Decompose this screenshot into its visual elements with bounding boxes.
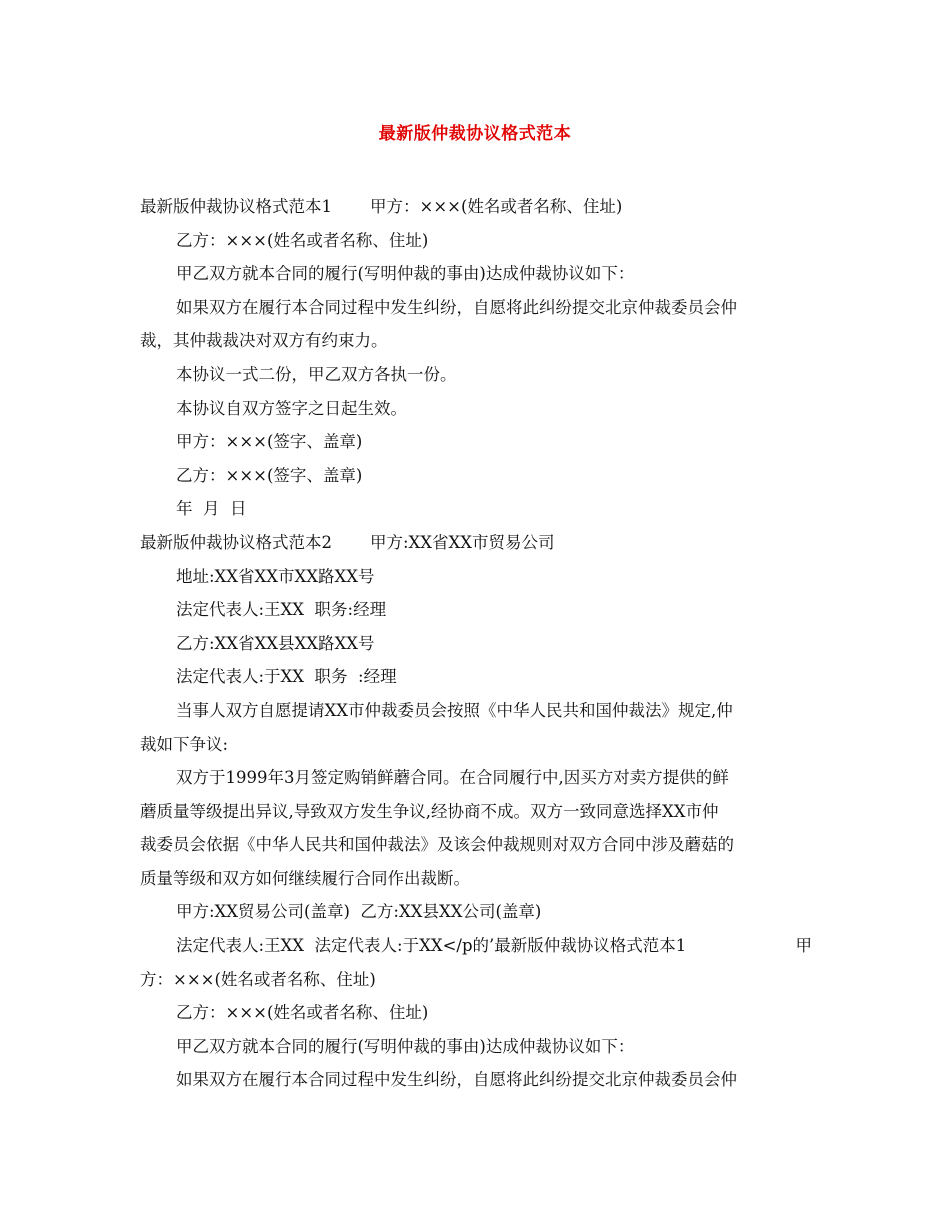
paragraph-line: 地址:XX省XX市XX路XX号 [176,566,375,586]
document-title: 最新版仲裁协议格式范本 [378,124,572,144]
paragraph-line: 裁如下争议: [140,734,229,754]
paragraph-line: 乙方：×××(姓名或者名称、住址) [176,1003,429,1023]
paragraph-line: 蘑质量等级提出异议,导致双方发生争议,经协商不成。双方一致同意选择XX市仲 [140,801,719,821]
document-body [140,190,812,1097]
paragraph-line: 乙方：×××(姓名或者名称、住址) [176,230,429,250]
paragraph-line [140,526,812,560]
representative-line: 法定代表人:王XX 法定代表人:于XX</p的’最新版仲裁协议格式范本1 [176,936,687,956]
paragraph-line: 裁委员会依据《中华人民共和国仲裁法》及该会仲裁规则对双方合同中涉及蘑菇的 [140,835,734,855]
paragraph-line: 方：×××(姓名或者名称、住址) [140,969,376,989]
signature-line: 甲方：×××(签字、盖章) [176,432,363,452]
paragraph-line: 法定代表人:于XX 职务 :经理 [176,667,397,687]
party-a-line: 甲方:XX省XX市贸易公司 [370,532,555,552]
paragraph-line: 甲乙双方就本合同的履行(写明仲裁的事由)达成仲裁协议如下： [176,264,635,284]
party-a-line: 甲方：×××(姓名或者名称、住址) [370,197,623,216]
paragraph-line: 质量等级和双方如何继续履行合同作出裁断。 [140,868,470,888]
paragraph-line: 如果双方在履行本合同过程中发生纠纷，自愿将此纠纷提交北京仲裁委员会仲 [176,297,737,317]
paragraph-line: 甲乙双方就本合同的履行(写明仲裁的事由)达成仲裁协议如下： [176,1036,635,1056]
party-a-fragment: 甲 [795,936,812,956]
paragraph-line [140,929,812,963]
paragraph-line [140,190,812,224]
paragraph-line: 如果双方在履行本合同过程中发生纠纷，自愿将此纠纷提交北京仲裁委员会仲 [176,1070,737,1090]
paragraph-line: 乙方:XX省XX县XX路XX号 [176,633,375,653]
signature-line: 乙方：×××(签字、盖章) [176,465,363,485]
paragraph-line: 法定代表人:王XX 职务:经理 [176,600,387,620]
paragraph-line: 裁，其仲裁裁决对双方有约束力。 [140,331,388,351]
section-heading: 最新版仲裁协议格式范本2 [140,532,332,552]
paragraph-line: 本协议自双方签字之日起生效。 [176,398,407,418]
paragraph-line: 当事人双方自愿提请XX市仲裁委员会按照《中华人民共和国仲裁法》规定,仲 [176,700,733,720]
signature-line: 甲方:XX贸易公司(盖章) 乙方:XX县XX公司(盖章) [176,902,542,922]
date-line: 年 月 日 [176,499,247,519]
paragraph-line: 本协议一式二份，甲乙双方各执一份。 [176,364,457,384]
paragraph-line: 双方于1999年3月签定购销鲜蘑合同。在合同履行中,因买方对卖方提供的鲜 [176,768,729,788]
section-heading: 最新版仲裁协议格式范本1 [140,197,332,216]
